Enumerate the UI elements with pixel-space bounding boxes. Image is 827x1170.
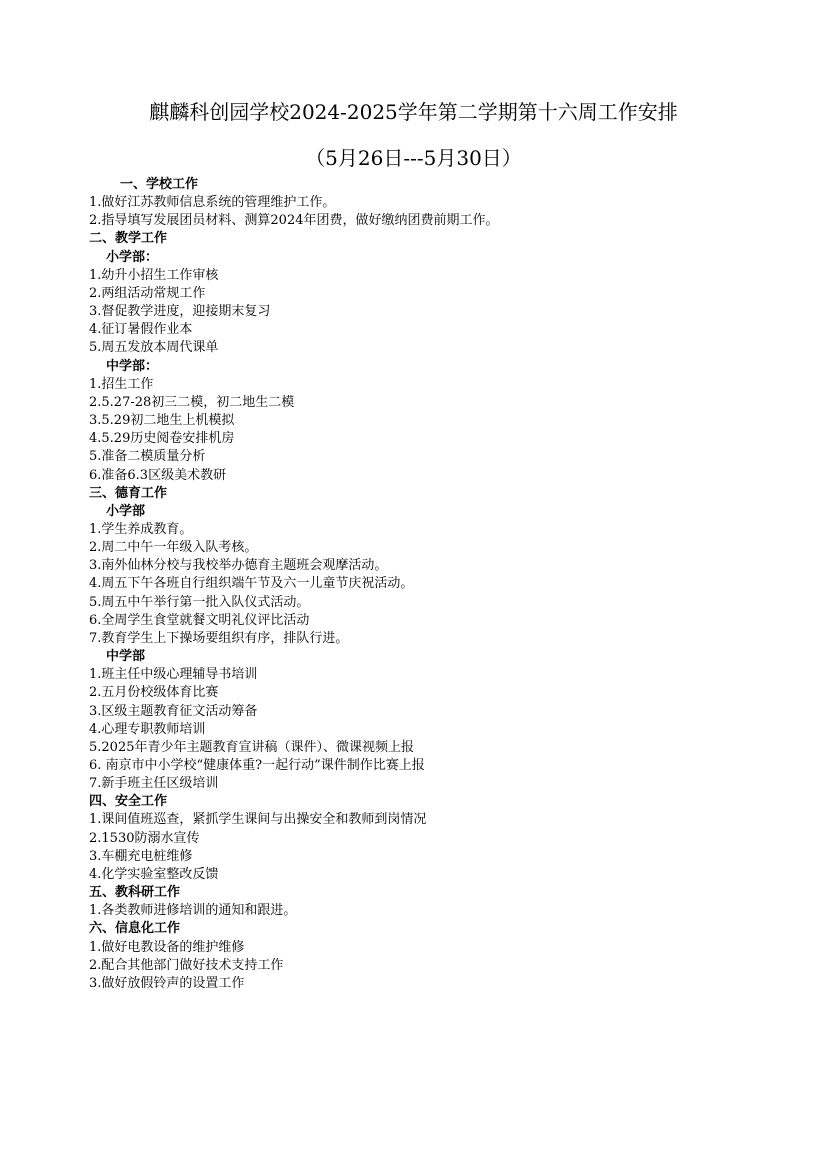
list-item: 6.全周学生食堂就餐文明礼仪评比活动 <box>89 612 310 628</box>
list-item: 2.周二中午一年级入队考核。 <box>89 540 258 556</box>
section-heading-safety: 四、安全工作 <box>89 794 168 810</box>
subsection-label-middle: 中学部： <box>106 358 159 374</box>
list-item: 7.新手班主任区级培训 <box>89 776 219 792</box>
list-item: 3.督促教学进度，迎接期末复习 <box>89 304 271 320</box>
document-body <box>89 176 789 993</box>
list-item: 2.1530防溺水宣传 <box>89 830 200 846</box>
subsection-label-middle: 中学部 <box>106 649 146 665</box>
section-heading-moral: 三、德育工作 <box>89 485 168 501</box>
list-item: 3.车棚充电桩维修 <box>89 848 193 864</box>
list-item: 5.2025年青少年主题教育宣讲稿（课件）、微课视频上报 <box>89 739 414 755</box>
list-item: 1.幼升小招生工作审核 <box>89 267 219 283</box>
list-item: 2.配合其他部门做好技术支持工作 <box>89 957 284 973</box>
list-item: 4.化学实验室整改反馈 <box>89 866 219 882</box>
list-item: 3.5.29初二地生上机模拟 <box>89 413 235 429</box>
list-item: 2.两组活动常规工作 <box>89 285 206 301</box>
list-item: 1.做好江苏教师信息系统的管理维护工作。 <box>89 195 336 211</box>
list-item: 6.准备6.3区级美术教研 <box>89 467 227 483</box>
list-item: 5.周五发放本周代课单 <box>89 340 219 356</box>
list-item: 4.周五下午各班自行组织端午节及六一儿童节庆祝活动。 <box>89 576 414 592</box>
list-item: 6. 南京市中小学校“健康体重?一起行动”课件制作比赛上报 <box>89 758 425 773</box>
list-item: 3.区级主题教育征文活动筹备 <box>89 703 258 719</box>
list-item: 1.学生养成教育。 <box>89 521 193 537</box>
list-item: 5.周五中午举行第一批入队仪式活动。 <box>89 594 310 610</box>
list-item: 4.征订暑假作业本 <box>89 322 193 338</box>
section-heading-research: 五、教科研工作 <box>89 885 181 901</box>
list-item: 2.5.27-28初三二模，初二地生二模 <box>89 394 295 410</box>
subsection-label-primary: 小学部： <box>106 249 159 265</box>
subsection-label-primary: 小学部 <box>106 503 146 519</box>
section-heading-teaching: 二、教学工作 <box>89 231 168 247</box>
list-item: 3.南外仙林分校与我校举办德育主题班会观摩活动。 <box>89 558 388 574</box>
section-heading-it: 六、信息化工作 <box>89 921 181 937</box>
list-item: 5.准备二模质量分析 <box>89 449 206 465</box>
list-item: 1.班主任中级心理辅导书培训 <box>89 667 258 683</box>
list-item: 1.做好电教设备的维护维修 <box>89 939 245 955</box>
document-title: 麒麟科创园学校2024-2025学年第二学期第十六周工作安排 <box>149 100 678 124</box>
section-heading-school: 一、学校工作 <box>120 177 199 192</box>
list-item: 1.招生工作 <box>89 376 154 392</box>
list-item: 7.教育学生上下操场要组织有序，排队行进。 <box>89 630 349 646</box>
list-item: 1.课间值班巡查，紧抓学生课间与出操安全和教师到岗情况 <box>89 812 427 828</box>
list-item: 1.各类教师进修培训的通知和跟进。 <box>89 903 297 919</box>
list-item: 3.做好放假铃声的设置工作 <box>89 975 245 991</box>
list-item: 2.指导填写发展团员材料、测算2024年团费，做好缴纳团费前期工作。 <box>89 213 499 229</box>
list-item: 4.心理专职教师培训 <box>89 721 206 737</box>
list-item: 2.五月份校级体育比赛 <box>89 685 219 701</box>
document-subtitle: （5月26日---5月30日） <box>305 146 522 170</box>
list-item: 4.5.29历史阅卷安排机房 <box>89 431 235 447</box>
